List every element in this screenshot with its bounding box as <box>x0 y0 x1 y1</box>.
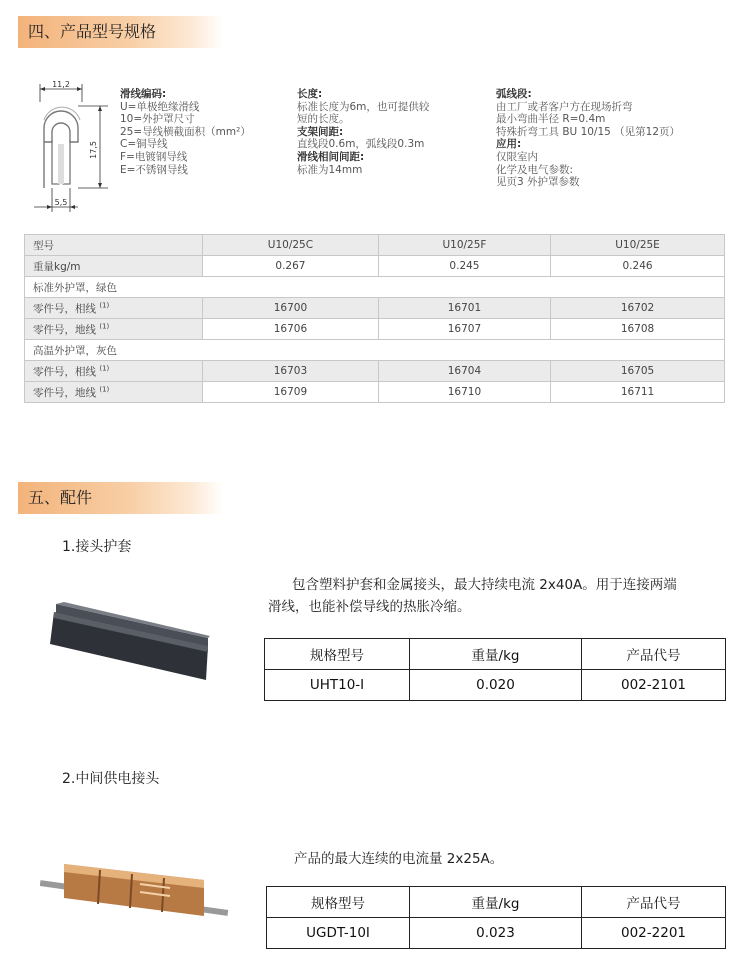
accessory-1-title: 1.接头护套 <box>62 539 132 555</box>
table-cell <box>25 382 203 403</box>
section-4-header <box>18 16 223 48</box>
footnote-mark: (1) <box>99 301 110 309</box>
row-label: 零件号，相线 <box>33 365 96 378</box>
length-info <box>297 88 482 176</box>
table-cell: 16704 <box>378 361 550 382</box>
table-group-row <box>25 277 725 298</box>
bracket-spacing-text: 直线段0.6m，弧线段0.3m <box>297 138 425 151</box>
table-row <box>25 298 725 319</box>
code-legend-line: U=单极绝缘滑线 <box>120 100 200 113</box>
table-cell: 16707 <box>378 319 550 340</box>
table-cell: 16710 <box>378 382 550 403</box>
table-row <box>25 256 725 277</box>
table-header-row <box>25 235 725 256</box>
curve-heading: 弧线段: <box>496 88 532 100</box>
length-heading: 长度: <box>297 88 323 100</box>
table-cell: 16709 <box>203 382 379 403</box>
spec-table <box>24 234 725 403</box>
accessory-2-table <box>266 886 726 949</box>
table-header-cell: U10/25F <box>378 235 550 256</box>
table-cell <box>25 361 203 382</box>
curve-info <box>496 88 726 189</box>
footnote-mark: (1) <box>99 385 110 393</box>
table-row <box>25 319 725 340</box>
table-group-label: 高温外护罩，灰色 <box>25 340 725 361</box>
bracket-spacing-heading: 支架间距: <box>297 125 344 138</box>
table-cell: 16708 <box>551 319 725 340</box>
table-header-row <box>267 887 726 918</box>
table-header-cell: 产品代号 <box>582 887 726 918</box>
dimension-slot: 5,5 <box>54 198 68 207</box>
table-group-row <box>25 340 725 361</box>
table-header-cell: 产品代号 <box>582 639 726 670</box>
power-feed-joint-image <box>40 858 230 922</box>
table-header-cell: U10/25C <box>203 235 379 256</box>
table-row <box>265 670 726 701</box>
table-cell: 0.245 <box>378 256 550 277</box>
conductor-profile-diagram <box>22 80 114 220</box>
table-cell: 002-2201 <box>582 918 726 949</box>
section-4-title: 四、产品型号规格 <box>28 22 157 41</box>
length-text: 标准长度为6m，也可提供较 <box>297 100 430 113</box>
application-text: 仅限室内 <box>496 150 538 163</box>
code-legend <box>120 88 285 176</box>
table-header-cell: 规格型号 <box>267 887 410 918</box>
table-group-label: 标准外护罩，绿色 <box>25 277 725 298</box>
table-row <box>25 361 725 382</box>
accessory-1-description <box>268 574 732 618</box>
table-cell: 0.267 <box>203 256 379 277</box>
table-cell: 16706 <box>203 319 379 340</box>
application-heading: 应用: <box>496 138 522 151</box>
code-legend-line: C=铜导线 <box>120 138 168 151</box>
phase-spacing-text: 标准为14mm <box>297 163 363 176</box>
table-header-cell: 重量/kg <box>410 887 582 918</box>
section-5-title: 五、配件 <box>28 488 93 507</box>
footnote-mark: (1) <box>99 322 110 330</box>
table-cell: 0.020 <box>410 670 582 701</box>
code-legend-title: 滑线编码: <box>120 88 167 100</box>
row-label: 零件号，地线 <box>33 386 96 399</box>
table-cell: 16701 <box>378 298 550 319</box>
table-header-cell: 型号 <box>25 235 203 256</box>
table-header-cell: 规格型号 <box>265 639 410 670</box>
table-header-row <box>265 639 726 670</box>
curve-text: 由工厂或者客户方在现场折弯 <box>496 100 633 113</box>
table-cell: 重量kg/m <box>25 256 203 277</box>
table-header-cell: U10/25E <box>551 235 725 256</box>
table-cell: 002-2101 <box>582 670 726 701</box>
code-legend-line: 10=外护罩尺寸 <box>120 113 195 126</box>
table-cell: 16702 <box>551 298 725 319</box>
table-header-cell: 重量/kg <box>410 639 582 670</box>
table-cell: UGDT-10Ⅰ <box>267 918 410 949</box>
table-cell: 16711 <box>551 382 725 403</box>
row-label: 零件号，地线 <box>33 323 96 336</box>
joint-cover-image <box>44 598 216 684</box>
accessory-1-desc-line: 包含塑料护套和金属接头，最大持续电流 2x40A。用于连接两端 <box>292 577 677 593</box>
length-text: 短的长度。 <box>297 113 350 126</box>
application-text: 见页3 外护罩参数 <box>496 176 580 189</box>
footnote-mark: (1) <box>99 364 110 372</box>
table-cell: 16700 <box>203 298 379 319</box>
accessory-2-title: 2.中间供电接头 <box>62 771 160 787</box>
code-legend-line: E=不锈钢导线 <box>120 163 188 176</box>
table-cell <box>25 319 203 340</box>
code-legend-line: 25=导线横截面积（mm²） <box>120 125 251 138</box>
section-5-header <box>18 482 223 514</box>
curve-text: 最小弯曲半径 R=0.4m <box>496 113 606 126</box>
table-cell: 16703 <box>203 361 379 382</box>
row-label: 零件号，相线 <box>33 302 96 315</box>
table-cell: 16705 <box>551 361 725 382</box>
application-text: 化学及电气参数: <box>496 163 574 176</box>
dimension-height: 17,5 <box>89 141 98 159</box>
table-row <box>267 918 726 949</box>
dimension-width: 11,2 <box>52 80 70 89</box>
table-cell: UHT10-Ⅰ <box>265 670 410 701</box>
table-cell: 0.023 <box>410 918 582 949</box>
phase-spacing-heading: 滑线相间间距: <box>297 150 365 163</box>
curve-text: 特殊折弯工具 BU 10/15 （见第12页） <box>496 125 681 138</box>
code-legend-line: F=电镀钢导线 <box>120 150 188 163</box>
accessory-1-table <box>264 638 726 701</box>
accessory-1-desc-line: 滑线，也能补偿导线的热胀冷缩。 <box>268 599 471 615</box>
accessory-2-description: 产品的最大连续的电流量 2x25A。 <box>294 851 504 867</box>
table-row <box>25 382 725 403</box>
table-cell: 0.246 <box>551 256 725 277</box>
table-cell <box>25 298 203 319</box>
